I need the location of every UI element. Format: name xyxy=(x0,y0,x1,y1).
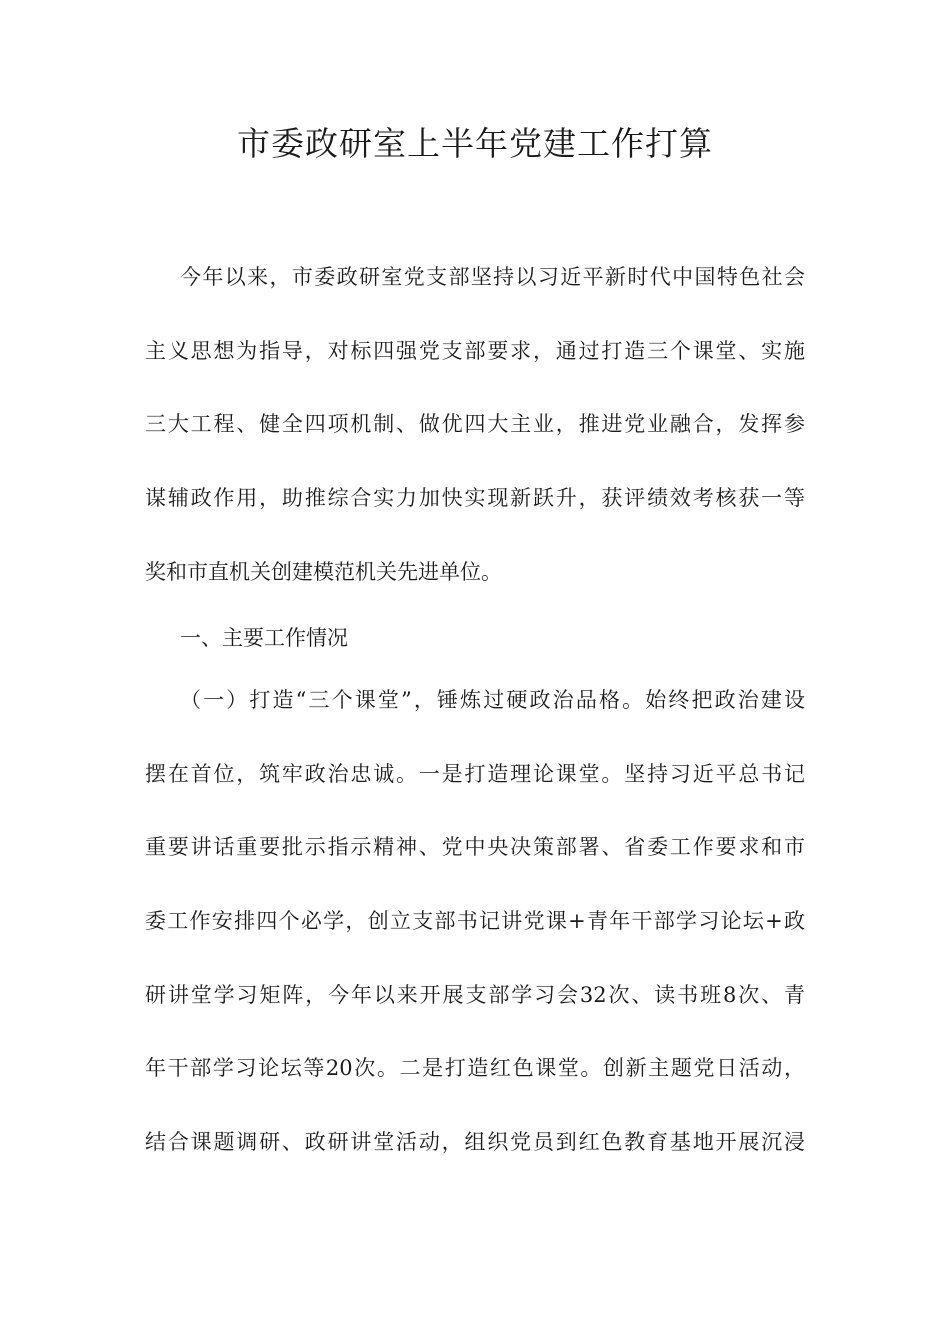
paragraph-line: 年干部学习论坛等20次。二是打造红色课堂。创新主题党日活动， xyxy=(145,1056,805,1080)
paragraph-line: 谋辅政作用，助推综合实力加快实现新跃升，获评绩效考核获一等 xyxy=(145,486,805,510)
paragraph-line: 重要讲话重要批示指示精神、党中央决策部署、省委工作要求和市 xyxy=(145,835,805,859)
section-heading: 一、主要工作情况 xyxy=(180,626,348,650)
paragraph-line: 委工作安排四个必学，创立支部书记讲党课+青年干部学习论坛+政 xyxy=(145,909,805,933)
paragraph-line: 今年以来，市委政研室党支部坚持以习近平新时代中国特色社会 xyxy=(180,265,805,289)
paragraph-line: （一）打造“三个课堂”，锤炼过硬政治品格。始终把政治建设 xyxy=(180,688,805,712)
paragraph-line: 奖和市直机关创建模范机关先进单位。 xyxy=(145,560,502,584)
paragraph-line: 结合课题调研、政研讲堂活动，组织党员到红色教育基地开展沉浸 xyxy=(145,1130,805,1154)
paragraph-line: 研讲堂学习矩阵，今年以来开展支部学习会32次、读书班8次、青 xyxy=(145,983,805,1007)
paragraph-line: 摆在首位，筑牢政治忠诚。一是打造理论课堂。坚持习近平总书记 xyxy=(145,762,805,786)
paragraph-line: 主义思想为指导，对标四强党支部要求，通过打造三个课堂、实施 xyxy=(145,339,805,363)
paragraph-line: 三大工程、健全四项机制、做优四大主业，推进党业融合，发挥参 xyxy=(145,412,805,436)
document-title: 市委政研室上半年党建工作打算 xyxy=(237,124,713,163)
